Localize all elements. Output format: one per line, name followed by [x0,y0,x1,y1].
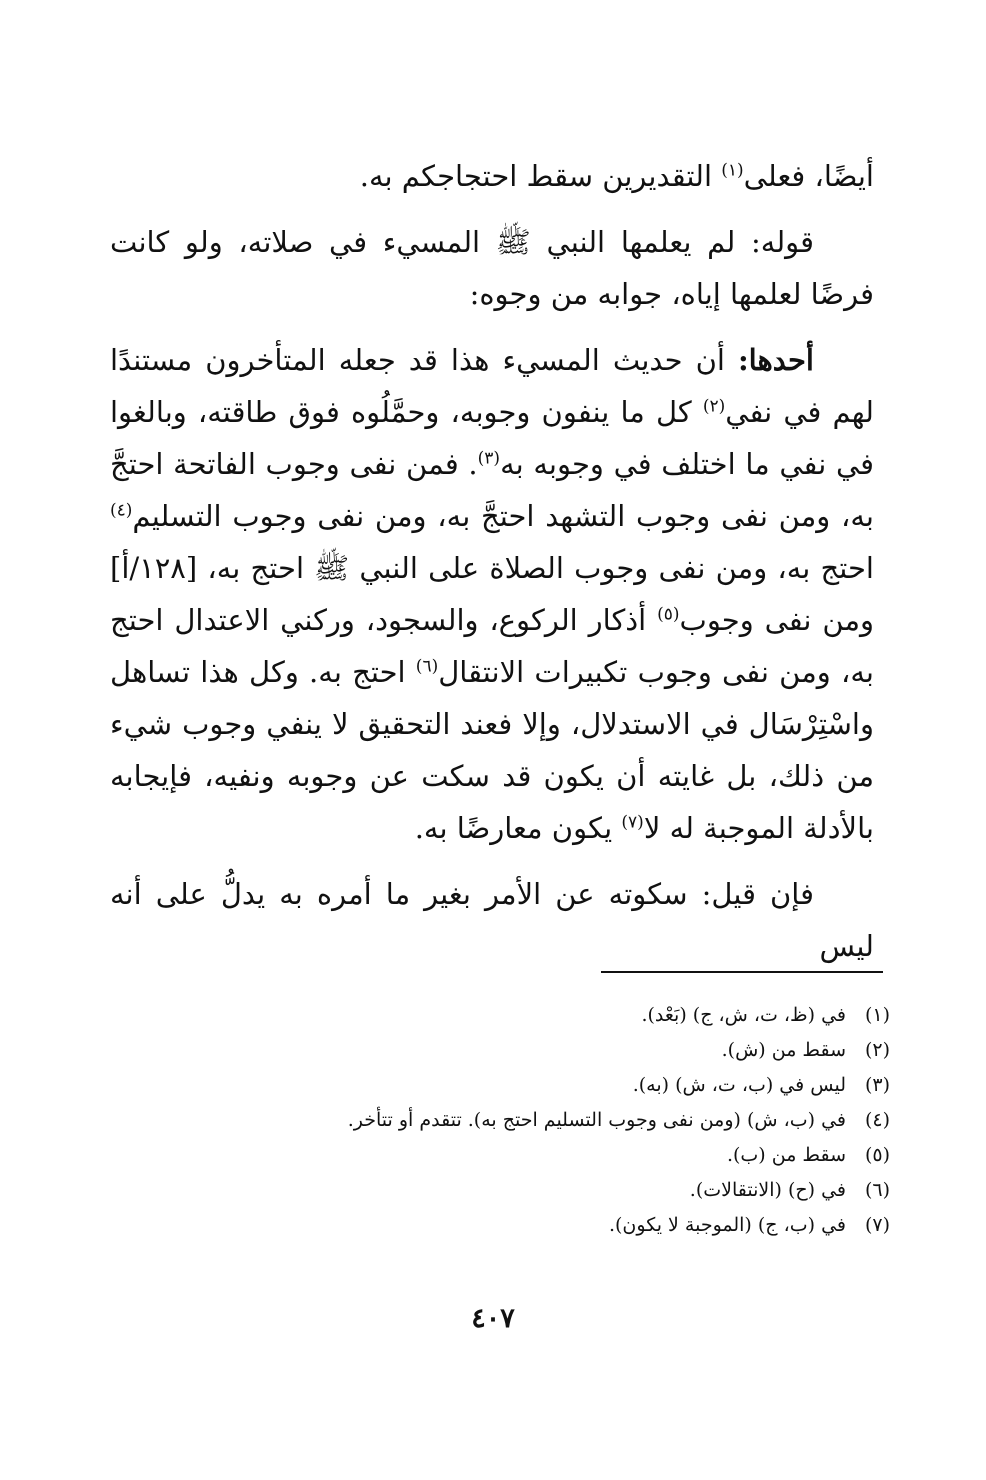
paragraph-4 [110,868,874,972]
footnote-text: سقط من (ش). [721,1039,846,1061]
footnote-ref: (٤) [110,500,133,521]
footnote-text: في (ب، ش) (ومن نفى وجوب التسليم احتج به). تتقدم أو تتأخر. [347,1109,846,1131]
footnote-ref: (٣) [477,448,501,469]
footnote-number: (١) [864,1004,890,1026]
footnote-number: (٢) [864,1039,890,1061]
footnote-number: (٤) [864,1109,890,1131]
text-segment: أيضًا، فعلى [743,159,874,193]
text-segment: احتج به، ومن نفى وجوب الصلاة على النبي ﷺ احتج به، [١٢٨/أ] ومن نفى وجوب [110,551,874,637]
footnote-ref: (١) [721,160,744,181]
footnote-ref: (٢) [702,396,726,417]
footnote-item [90,998,890,1033]
text-segment: . فمن نفى وجوب الفاتحة احتجَّ به، ومن نفى وجوب التشهد احتجَّ به، ومن نفى وجوب التسليم [110,447,874,533]
footnote-item [90,1208,890,1243]
footnote-item [90,1138,890,1173]
text-segment: أذكار الركوع، والسجود، وركني الاعتدال احتج به، ومن نفى وجوب تكبيرات الانتقال [110,603,874,689]
text-segment: احتج به. وكل هذا تساهل واسْتِرْسَال في الاستدلال، وإلا فعند التحقيق لا ينفي وجوب شيء من ذلك، بل غايته أن يكون قد سكت عن وجوبه ونفيه، فإيجابه بالأدلة الموجبة له لا [110,655,874,845]
footnote-number: (٣) [864,1074,890,1096]
footnote-item [90,1173,890,1208]
text-segment: أن حديث المسيء هذا قد جعله المتأخرون مستندًا لهم في نفي [110,343,874,429]
footnote-text: ليس في (ب، ت، ش) (به). [632,1074,846,1096]
footnote-ref: (٥) [657,604,680,625]
footnote-ref: (٧) [621,812,644,833]
footnote-number: (٥) [864,1144,890,1166]
footnote-text: في (ب، ج) (الموجبة لا يكون). [608,1214,846,1236]
text-segment: فإن قيل: سكوته عن الأمر بغير ما أمره به يدلُّ على أنه ليس [110,877,874,963]
text-segment: كل ما ينفون وجوبه، وحمَّلُوه فوق طاقته، وبالغوا في نفي ما اختلف في وجوبه به [110,395,874,481]
paragraph-2 [110,216,874,320]
footnote-number: (٧) [864,1214,890,1236]
footnote-item [90,1068,890,1103]
footnote-item [90,1033,890,1068]
footnote-text: سقط من (ب). [726,1144,846,1166]
footnote-divider [601,971,883,973]
text-segment: قوله: لم يعلمها النبي ﷺ المسيء في صلاته، ولو كانت فرضًا لعلمها إياه، جوابه من وجوه: [110,225,874,311]
paragraph-3 [110,334,874,854]
footnote-text: في (ظ، ت، ش، ج) (بَعْد). [641,1004,846,1026]
footnotes [90,998,890,1243]
footnote-text: في (ح) (الانتقالات). [689,1179,846,1201]
point-heading: أحدها: [737,343,814,377]
paragraph-1 [110,150,874,202]
text-segment: التقديرين سقط احتجاجكم به. [359,159,722,193]
footnote-item [90,1103,890,1138]
text-segment: يكون معارضًا به. [414,811,622,845]
page-number: ٤٠٧ [471,1303,515,1334]
footnote-number: (٦) [864,1179,890,1201]
footnote-ref: (٦) [415,656,439,677]
main-text [110,150,874,986]
